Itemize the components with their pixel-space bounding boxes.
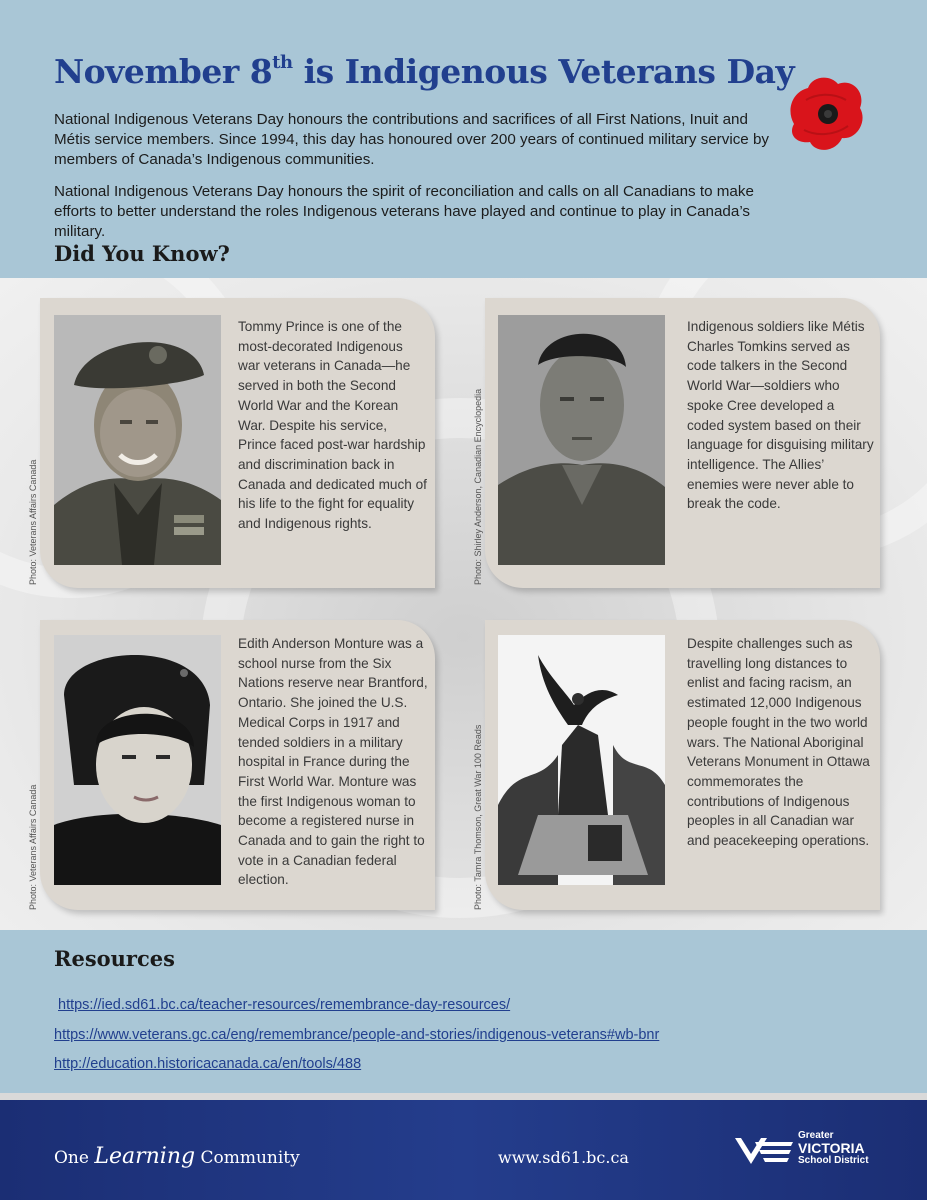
footer-website[interactable]: www.sd61.bc.ca [498,1148,629,1167]
photo-credit: Photo: Veterans Affairs Canada [28,784,38,910]
did-you-know-section [0,278,927,930]
did-you-know-heading: Did You Know? [54,241,230,266]
footer [0,1100,927,1200]
portrait-illustration [54,635,221,885]
monument-illustration [498,635,665,885]
card-text: Indigenous soldiers like Métis Charles Tomkins served as code talkers in the Second World War—soldiers who spoke Cree developed a coded system based on their language for disguising military intelligence. The Allies’ enemies were never able to break the code. [687,319,874,512]
photo-credit: Photo: Shirley Anderson, Canadian Encyclopedia [473,388,483,585]
school-district-logo-text: Greater VICTORIA School District [798,1130,869,1166]
page-title: November 8th is Indigenous Veterans Day [54,52,795,91]
resources-heading: Resources [54,946,175,971]
veterans-monument-photo [498,635,665,885]
photo-credit: Photo: Veterans Affairs Canada [28,459,38,585]
photo-credit: Photo: Tamra Thomson, Great War 100 Reads [473,724,483,910]
intro-paragraph-1: National Indigenous Veterans Day honours the contributions and sacrifices of all First Nations, Inuit and Métis service members. Since 1994, this day has honoured over 200 years of continued military service by members of Canada’s Indigenous communities. [54,111,769,168]
fact-card-charles-tomkins [485,298,880,588]
portrait-illustration [54,315,221,565]
resource-link-historica[interactable]: http://education.historicacanada.ca/en/tools/488 [54,1056,362,1072]
footer-tagline: One Learning Community [54,1144,300,1169]
card-text: Tommy Prince is one of the most-decorated Indigenous war veterans in Canada—he served in both the Second World War and the Korean War. Despite his service, Prince faced post-war hardship and discrimination back in Canada and dedicated much of his life to the fight for equality and Indigenous rights. [238,319,427,532]
card-text: Edith Anderson Monture was a school nurse from the Six Nations reserve near Brantford, Ontario. She joined the U.S. Medical Corps in 1917 and tended soldiers in a military hospital in France during the First World War. Monture was the first Indigenous woman to become a registered nurse in Canada and to gain the right to vote in a Canadian federal election. [238,636,428,888]
resource-link-veterans-gc[interactable]: https://www.veterans.gc.ca/eng/remembrance/people-and-stories/indigenous-veterans#wb-bnr [54,1027,660,1043]
fact-card-tommy-prince [40,298,435,588]
header-section [0,0,927,278]
tommy-prince-photo [54,315,221,565]
fact-card-edith-monture [40,620,435,910]
portrait-illustration [498,315,665,565]
fact-card-veterans-monument [485,620,880,910]
edith-monture-photo [54,635,221,885]
card-text: Despite challenges such as travelling long distances to enlist and facing racism, an estimated 12,000 Indigenous people fought in the two world wars. The National Aboriginal Veterans Monument in Ottawa commemorates the contributions of Indigenous peoples in all Canadian war and peacekeeping operations. [687,636,870,849]
poppy-icon [786,70,866,156]
intro-paragraph-2: National Indigenous Veterans Day honours the spirit of reconciliation and calls on all Canadians to make efforts to better understand the roles Indigenous veterans have played and continue to play in Canada’s military. [54,183,754,240]
resource-link-sd61[interactable]: https://ied.sd61.bc.ca/teacher-resources/remembrance-day-resources/ [58,997,511,1013]
charles-tomkins-photo [498,315,665,565]
